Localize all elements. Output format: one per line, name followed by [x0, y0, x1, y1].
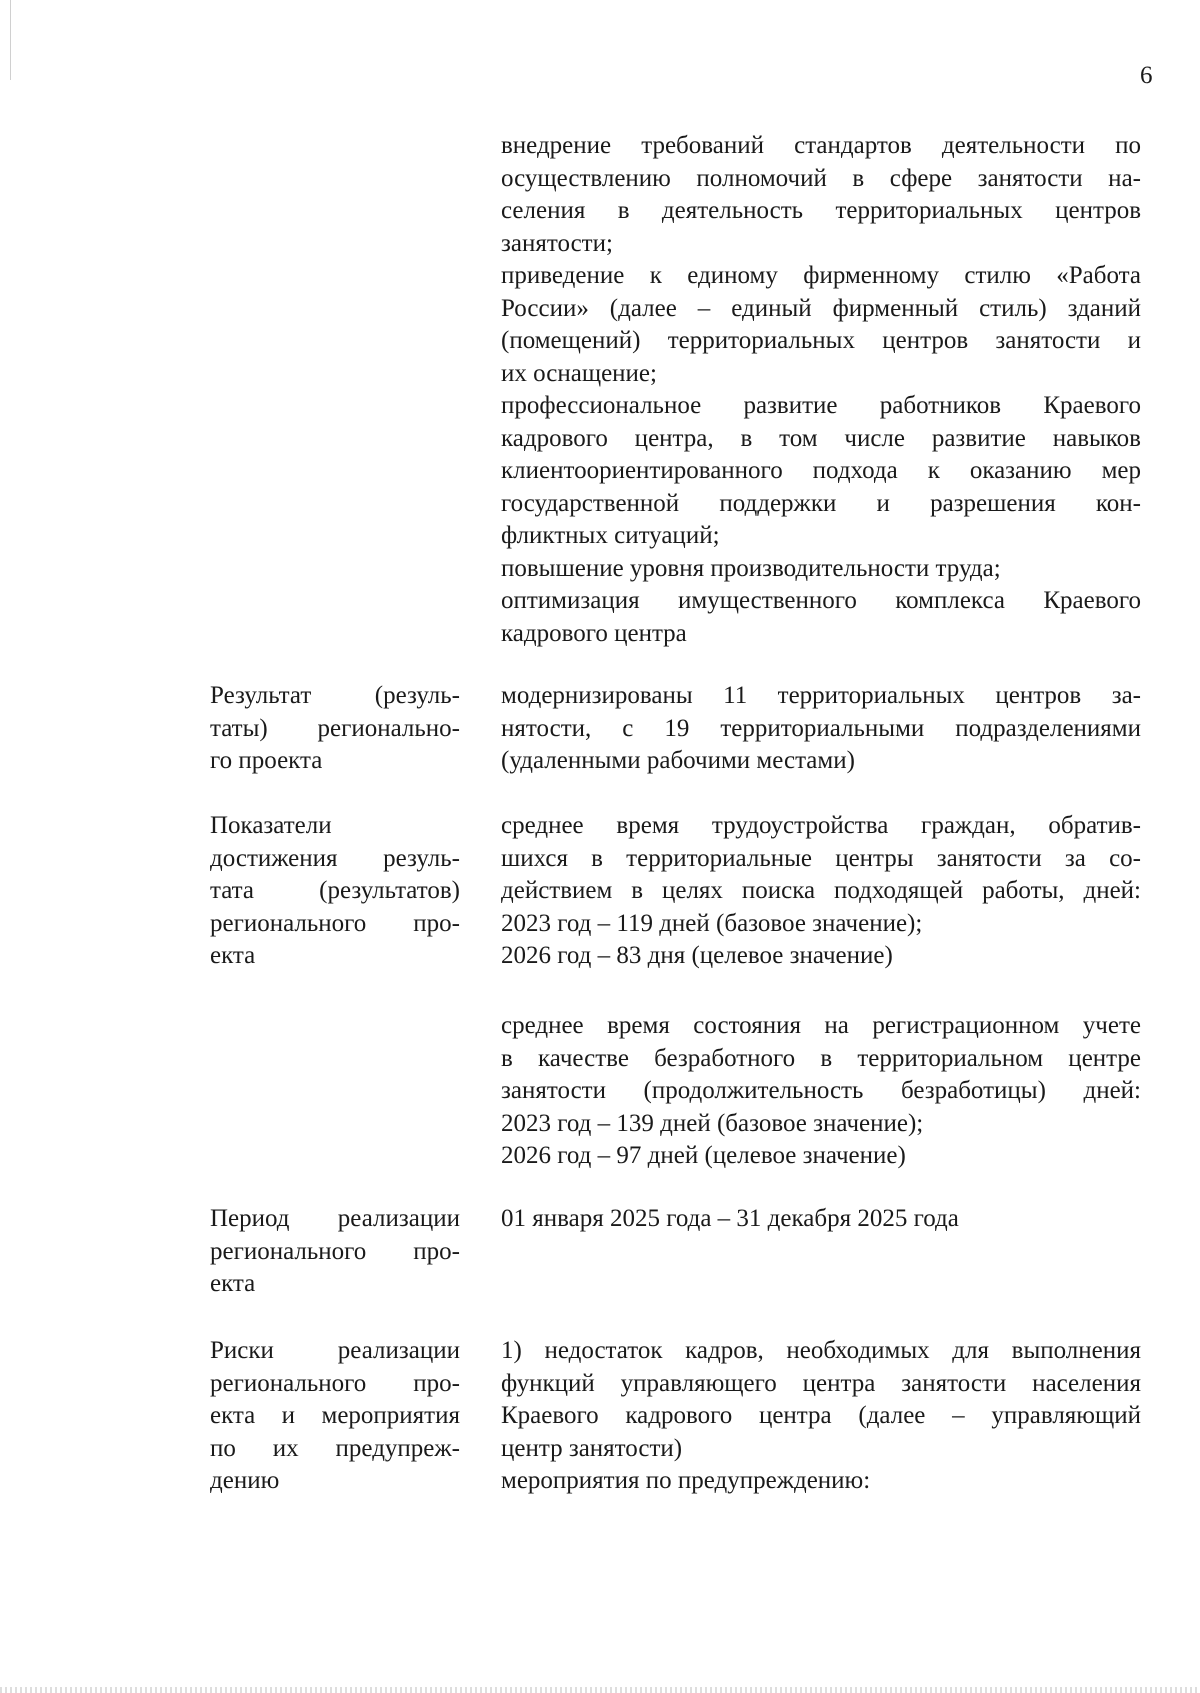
label-line: регионального про- — [210, 909, 460, 937]
text-line: центр занятости) — [501, 1434, 683, 1462]
text-line: действием в целях поиска подходящей работы, дней: — [501, 877, 1141, 904]
text-line: кадрового центра, в том числе развитие навыков — [501, 424, 1141, 452]
result-text — [501, 680, 1141, 778]
text-line: внедрение требований стандартов деятельности по — [501, 132, 1141, 159]
text-line: 1) недостаток кадров, необходимых для выполнения — [501, 1337, 1141, 1364]
text-line: России» (далее – единый фирменный стиль) зданий — [501, 294, 1141, 322]
label-line: екта — [210, 942, 256, 969]
label-line: по их предупреж- — [210, 1434, 460, 1462]
text-line: занятости (продолжительность безработицы) дней: — [501, 1077, 1141, 1104]
intro-tasks-text — [501, 130, 1141, 650]
page-number: 6 — [1140, 62, 1153, 89]
label-line: екта и мероприятия — [210, 1402, 460, 1429]
risks-label — [210, 1335, 460, 1498]
text-line: шихся в территориальные центры занятости за со- — [501, 844, 1141, 872]
label-line: достижения резуль- — [210, 844, 460, 872]
text-line: государственной поддержки и разрешения кон- — [501, 489, 1141, 517]
label-line: Результат (резуль- — [210, 682, 460, 709]
text-line: кадрового центра — [501, 619, 687, 647]
text-line: среднее время трудоустройства граждан, обратив- — [501, 812, 1141, 839]
text-line: оптимизация имущественного комплекса Краевого — [501, 587, 1141, 614]
text-line: профессиональное развитие работников Краевого — [501, 392, 1141, 419]
text-line: функций управляющего центра занятости населения — [501, 1369, 1141, 1397]
label-line: го проекта — [210, 747, 323, 774]
label-line: Показатели — [210, 812, 332, 839]
text-line: в качестве безработного в территориальном центре — [501, 1044, 1141, 1072]
text-line: 01 января 2025 года – 31 декабря 2025 года — [501, 1205, 959, 1232]
text-line: нятости, с 19 территориальными подразделениями — [501, 714, 1141, 742]
label-line: екта — [210, 1270, 256, 1297]
indicators-text-employment-time — [501, 810, 1141, 973]
text-line: фликтных ситуаций; — [501, 522, 720, 549]
text-line: приведение к единому фирменному стилю «Работа — [501, 262, 1141, 289]
label-line: тата (результатов) — [210, 877, 460, 904]
risks-text — [501, 1335, 1141, 1498]
text-line: клиентоориентированного подхода к оказанию мер — [501, 457, 1141, 484]
label-line: регионального про- — [210, 1369, 460, 1397]
scan-edge-bottom — [0, 1687, 1200, 1693]
text-line: селения в деятельность территориальных центров — [501, 197, 1141, 224]
text-line: (удаленными рабочими местами) — [501, 747, 855, 774]
text-line: повышение уровня производительности труда; — [501, 554, 1001, 582]
text-line: осуществлению полномочий в сфере занятости на- — [501, 164, 1141, 192]
text-line: 2026 год – 97 дней (целевое значение) — [501, 1142, 906, 1169]
text-line: занятости; — [501, 229, 613, 257]
text-line: Краевого кадрового центра (далее – управляющий — [501, 1402, 1141, 1429]
text-line: их оснащение; — [501, 359, 657, 387]
indicators-label — [210, 810, 460, 973]
text-line: 2026 год – 83 дня (целевое значение) — [501, 942, 893, 969]
label-line: регионального про- — [210, 1237, 460, 1265]
text-line: 2023 год – 119 дней (базовое значение); — [501, 909, 923, 937]
period-text — [501, 1203, 1141, 1236]
text-line: модернизированы 11 территориальных центров за- — [501, 682, 1141, 709]
text-line: (помещений) территориальных центров занятости и — [501, 327, 1141, 354]
label-line: Период реализации — [210, 1205, 460, 1232]
text-line: 2023 год – 139 дней (базовое значение); — [501, 1109, 924, 1137]
label-line: таты) регионально- — [210, 714, 460, 742]
label-line: Риски реализации — [210, 1337, 460, 1364]
text-line: среднее время состояния на регистрационном учете — [501, 1012, 1141, 1039]
scan-edge-left — [10, 0, 11, 80]
period-label — [210, 1203, 460, 1301]
result-label — [210, 680, 460, 778]
indicators-text-unemployment-time — [501, 1010, 1141, 1173]
text-line: мероприятия по предупреждению: — [501, 1467, 871, 1494]
label-line: дению — [210, 1467, 280, 1494]
